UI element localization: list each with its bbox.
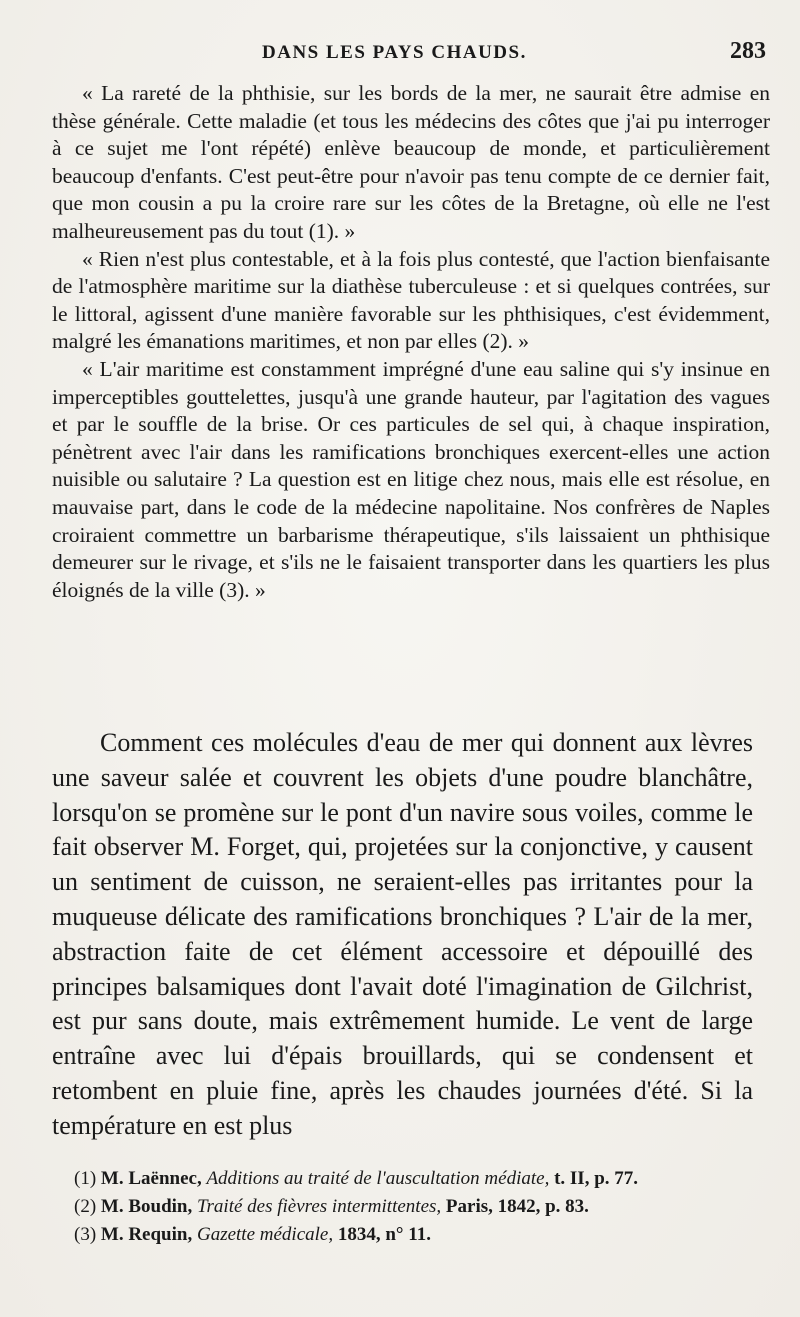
quote-paragraph: « L'air maritime est constamment imprégné d'une eau saline qui s'y insinue en imperceptibles gouttelettes, jusqu'à une grande hauteur, par l'agitation des vagues et par le souffle de la brise. Or ces particules de sel qui, à chaque inspiration, pénètrent avec l'air dans les ramifications bronchiques exercent-elles une action nuisible ou salutaire ? La question est en litige chez nous, mais elle est résolue, en mauvaise part, dans le code de la médecine napolitaine. Nos confrères de Naples croiraient commettre un barbarisme thérapeutique, s'ils laissaient un phthisique demeurer sur le rivage, et s'ils ne le faisaient transporter dans les quartiers les plus éloignés de la ville (3). » xyxy=(52,356,770,602)
footnote-marker: (1) xyxy=(74,1168,97,1189)
quote-paragraph: « Rien n'est plus contestable, et à la fois plus contesté, que l'action bienfaisante de l'atmosphère maritime sur la diathèse tuberculeuse : et si quelques contrées, sur le littoral, agissent d'une manière favorable sur les phthisiques, c'est évidemment, malgré les émanations maritimes, et non par elles (2). » xyxy=(52,246,770,354)
footnote-reference: t. II, p. 77. xyxy=(554,1168,639,1189)
footnotes xyxy=(52,1165,772,1249)
footnote xyxy=(52,1193,772,1221)
footnote-marker: (3) xyxy=(74,1224,97,1245)
page-header xyxy=(52,38,772,72)
footnote xyxy=(52,1165,772,1193)
footnote-marker: (2) xyxy=(74,1196,97,1217)
footnote-title: Gazette médicale, xyxy=(196,1224,334,1245)
page-number: 283 xyxy=(730,38,766,64)
footnote-reference: 1834, n° 11. xyxy=(337,1224,431,1245)
footnote-title: Additions au traité de l'auscultation médiate, xyxy=(206,1168,550,1189)
footnote xyxy=(52,1221,772,1249)
footnote-author: M. Laënnec, xyxy=(100,1168,202,1189)
body-paragraph: Comment ces molécules d'eau de mer qui donnent aux lèvres une saveur salée et couvrent les objets d'une poudre blanchâtre, lorsqu'on se promène sur le pont d'un navire sous voiles, comme le fait observer M. Forget, qui, projetées sur la conjonctive, y causent un sentiment de cuisson, ne seraient-elles pas irritantes pour la muqueuse délicate des ramifications bronchiques ? L'air de la mer, abstraction faite de cet élément accessoire et dépouillé des principes balsamiques dont l'avait doté l'imagination de Gilchrist, est pur sans doute, mais extrêmement humide. Le vent de large entraîne avec lui d'épais brouillards, qui se condensent et retombent en pluie fine, après les chaudes journées d'été. Si la température en est plus xyxy=(52,728,753,1140)
footnote-author: M. Boudin, xyxy=(100,1196,193,1217)
footnote-author: M. Requin, xyxy=(100,1224,193,1245)
footnote-title: Traité des fièvres intermittentes, xyxy=(197,1196,442,1217)
running-title: DANS LES PAYS CHAUDS. xyxy=(262,42,527,63)
quoted-passages xyxy=(52,80,770,604)
main-text xyxy=(52,726,753,1144)
footnote-reference: Paris, 1842, p. 83. xyxy=(445,1196,589,1217)
quote-paragraph: « La rareté de la phthisie, sur les bords de la mer, ne saurait être admise en thèse générale. Cette maladie (et tous les médecins des côtes que j'ai pu interroger à ce sujet me l'ont répété) enlève beaucoup de monde, et particulièrement beaucoup d'enfants. C'est peut-être pour n'avoir pas tenu compte de ce dernier fait, que mon cousin a pu la croire rare sur les côtes de la Bretagne, où elle ne l'est malheureusement pas du tout (1). » xyxy=(52,81,770,243)
